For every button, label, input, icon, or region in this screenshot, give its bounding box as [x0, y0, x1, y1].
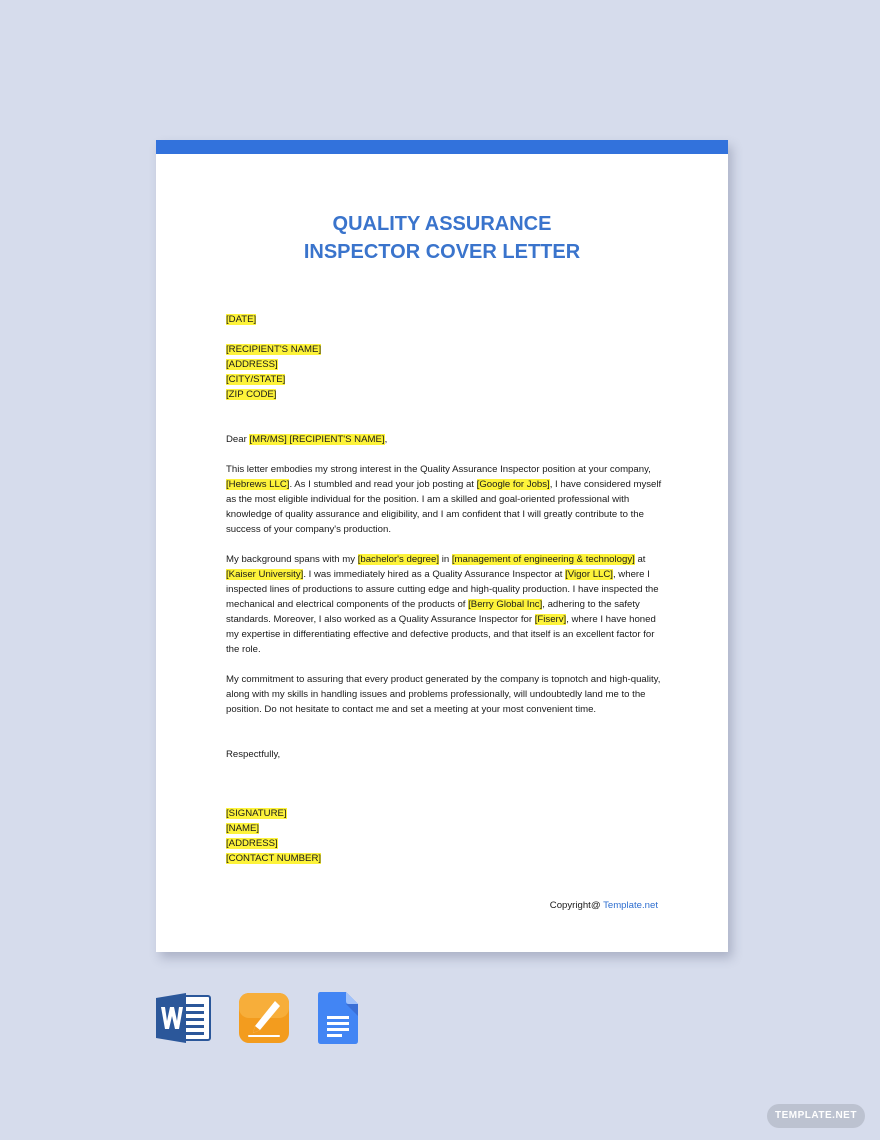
recipient-city-state-placeholder: [CITY/STATE]	[226, 374, 286, 385]
letter-body	[226, 312, 666, 866]
paragraph-commitment: My commitment to assuring that every product generated by the company is topnotch and high-quality, along with my skills in handling issues and problems professionally, will undoubtedly land me to the position. Do not hesitate to contact me and set a meeting at your most convenient time.	[226, 674, 661, 715]
recipient-address-placeholder: [ADDRESS]	[226, 359, 278, 370]
paragraph-background: My background spans with my [bachelor's degree] in [management of engineering & technology] at [Kaiser University]. I was immediately hired as a Quality Assurance Inspector at [Vigor LLC], where I inspected lines of productions to assure cutting edge and high-quality production. I have inspected the mechanical and electrical components of the products of [Berry Global Inc], adhering to the safety standards. Moreover, I also worked as a Quality Assurance Inspector for [Fiserv], where I have honed my expertise in differentiating effective and defective products, and that itself is an excellent factor for the role.	[226, 554, 659, 655]
salutation: Dear [MR/MS] [RECIPIENT'S NAME],	[226, 434, 388, 445]
contact-number-placeholder: [CONTACT NUMBER]	[226, 853, 322, 864]
apple-pages-icon[interactable]	[238, 992, 290, 1044]
company-placeholder: [Hebrews LLC]	[226, 479, 290, 490]
letter-page	[156, 140, 728, 952]
template-net-watermark: TEMPLATE.NET	[767, 1104, 865, 1128]
name-placeholder: [NAME]	[226, 823, 260, 834]
client-placeholder: [Berry Global Inc]	[468, 599, 543, 610]
degree-placeholder: [bachelor's degree]	[357, 554, 440, 565]
closing: Respectfully,	[226, 749, 281, 760]
employer-placeholder: [Vigor LLC]	[565, 569, 613, 580]
recipient-name-placeholder: [RECIPIENT'S NAME]	[226, 344, 322, 355]
job-source-placeholder: [Google for Jobs]	[476, 479, 550, 490]
paragraph-interest: This letter embodies my strong interest in the Quality Assurance Inspector position at your company, [Hebrews LLC]. As I stumbled and read your job posting at [Google for Jobs], I have considered myself as the most eligible individual for the position. I am a skilled and goal-oriented professional with knowledge of quality assurance and eligibility, and I am confident that I will greatly contribute to the success of your company's production.	[226, 464, 662, 535]
university-placeholder: [Kaiser University]	[226, 569, 304, 580]
second-employer-placeholder: [Fiserv]	[534, 614, 567, 625]
field-placeholder: [management of engineering & technology]	[451, 554, 635, 565]
microsoft-word-icon[interactable]	[156, 992, 212, 1044]
recipient-zip-placeholder: [ZIP CODE]	[226, 389, 277, 400]
top-accent-bar	[156, 140, 728, 154]
document-title	[156, 210, 728, 266]
title-line-2: INSPECTOR COVER LETTER	[303, 241, 581, 263]
title-line-1: QUALITY ASSURANCE	[332, 213, 552, 235]
copyright-notice: Copyright@ Template.net	[549, 900, 658, 911]
address-placeholder: [ADDRESS]	[226, 838, 278, 849]
signature-placeholder: [SIGNATURE]	[226, 808, 287, 819]
date-placeholder: [DATE]	[226, 314, 257, 325]
google-docs-icon[interactable]	[318, 992, 358, 1044]
copyright-brand-link[interactable]: Template.net	[603, 900, 658, 911]
salutation-name-placeholder: [MR/MS] [RECIPIENT'S NAME]	[249, 434, 385, 445]
